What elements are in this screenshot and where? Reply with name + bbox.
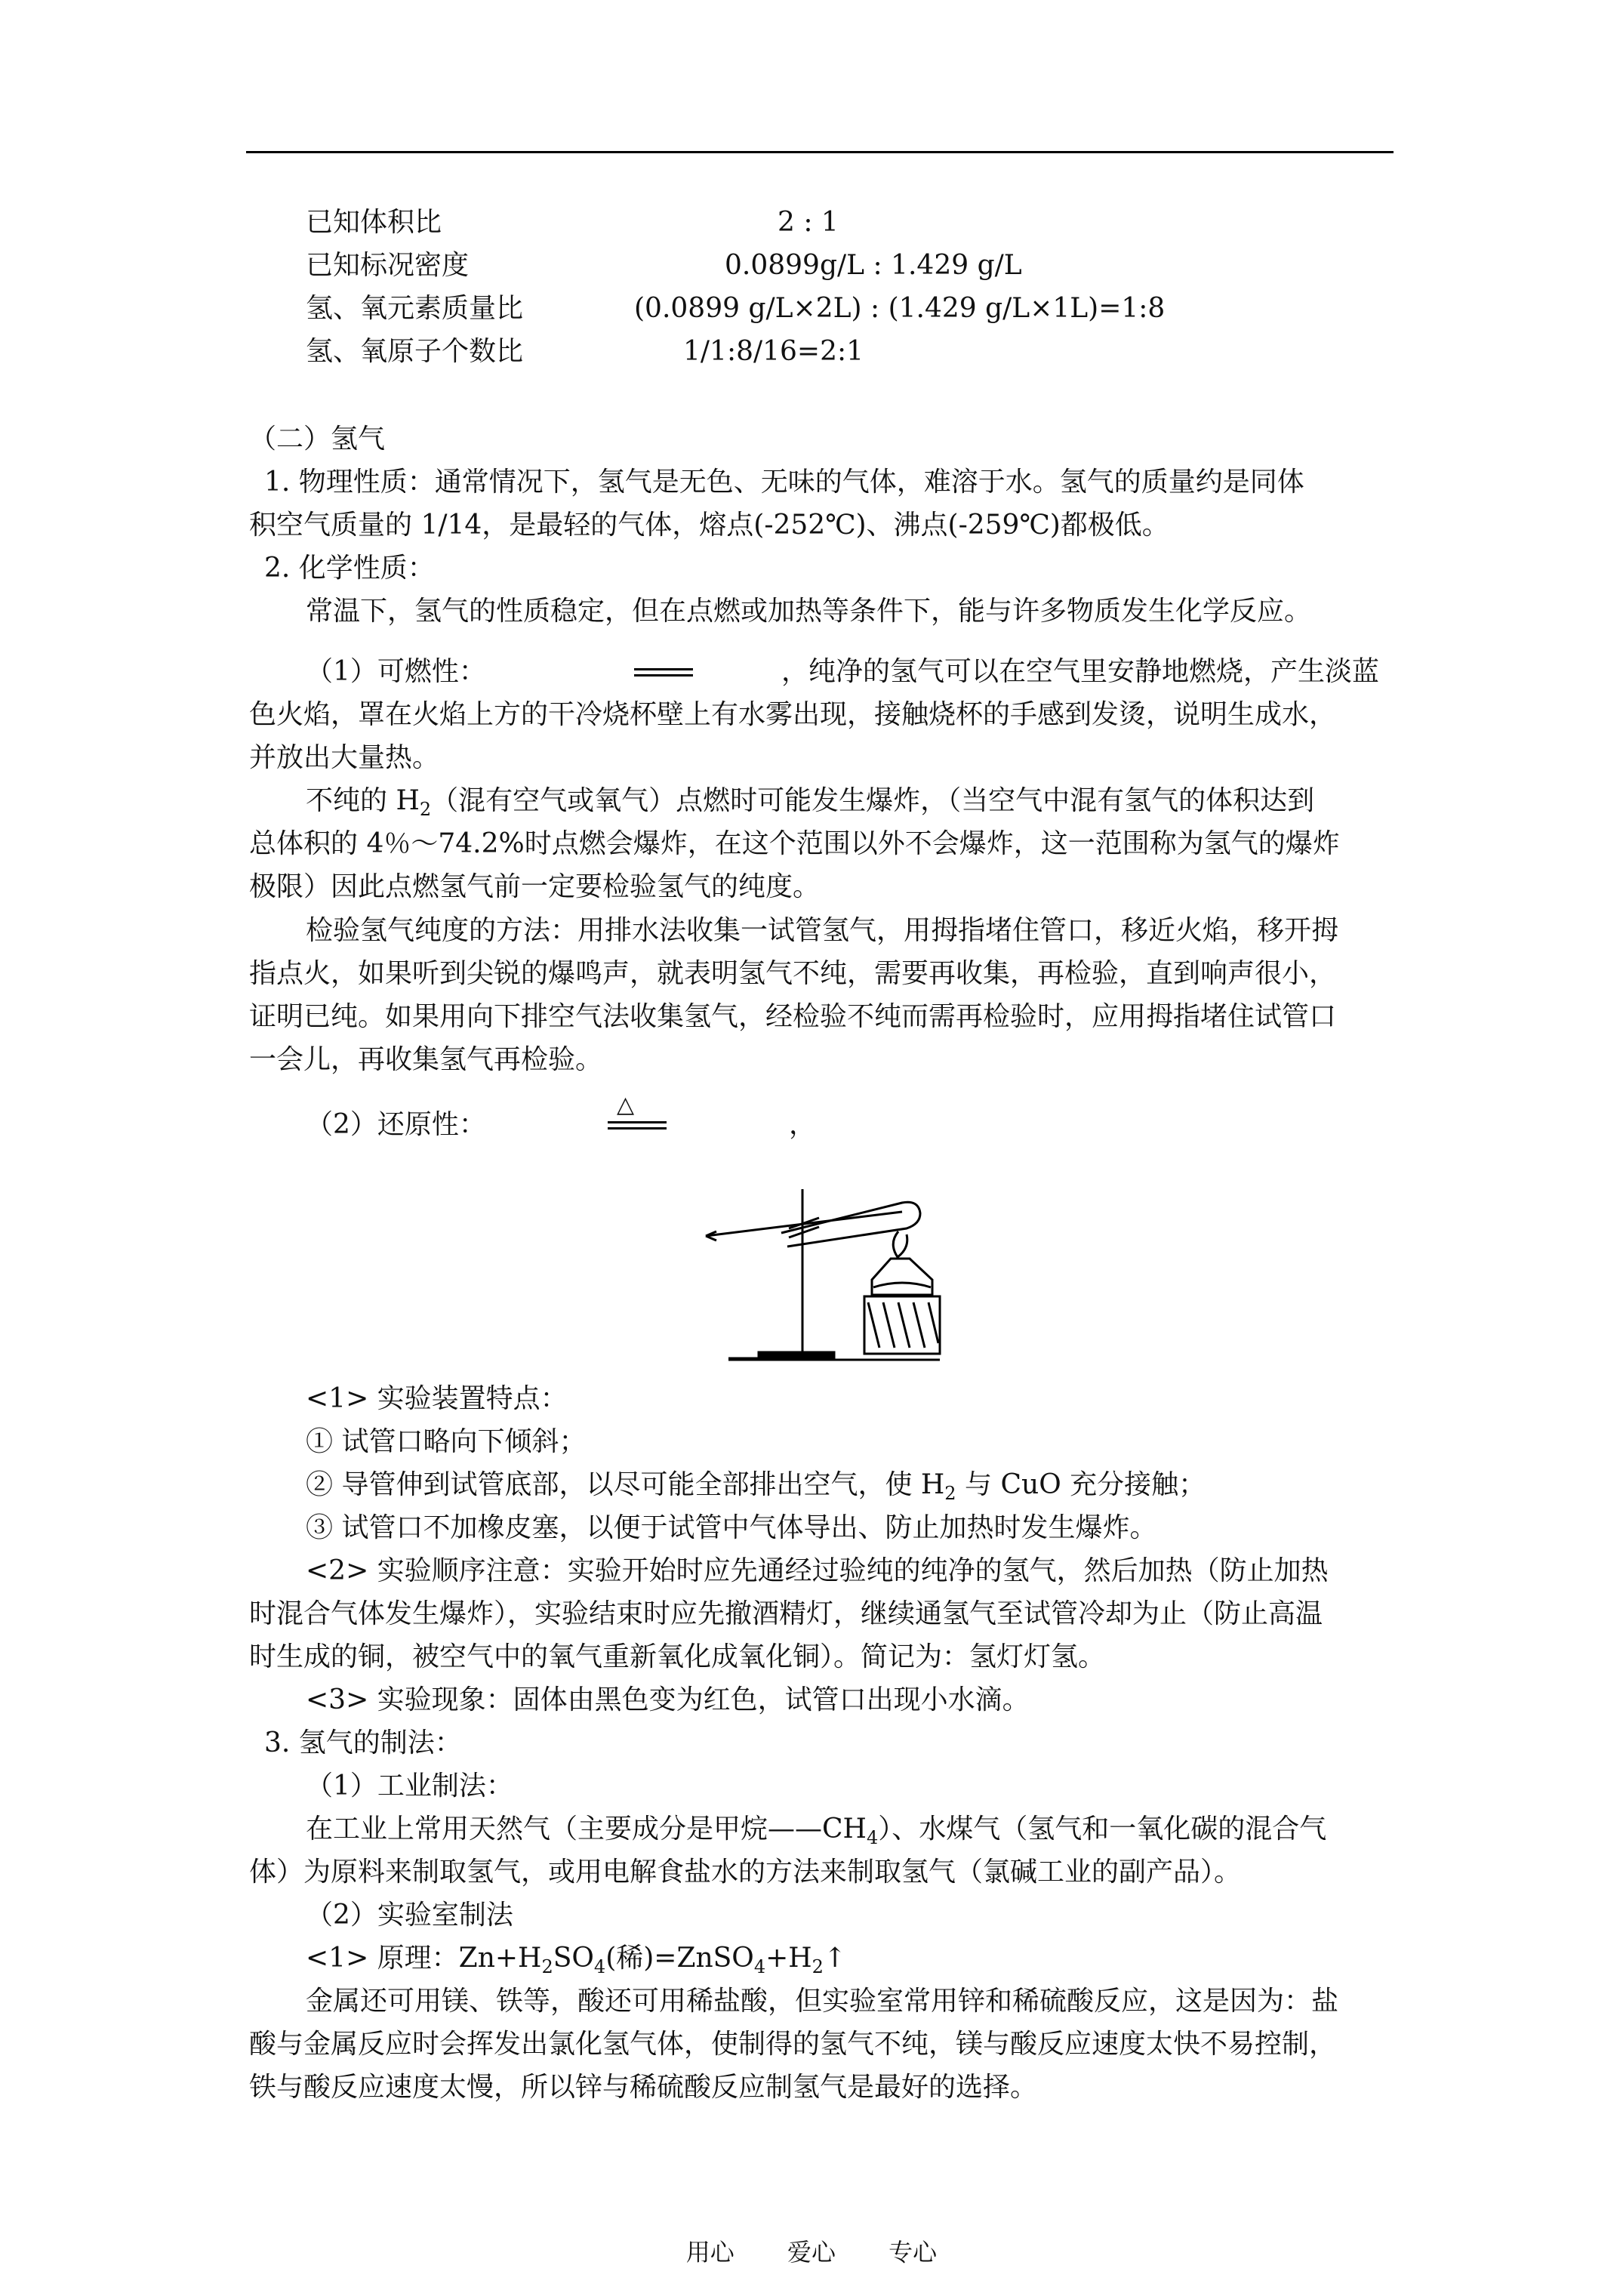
paragraph-line bbox=[306, 1811, 1453, 1848]
combustion-text: ，纯净的氢气可以在空气里安静地燃烧，产生淡蓝 bbox=[781, 656, 1380, 687]
paragraph-line: 常温下，氢气的性质稳定，但在点燃或加热等条件下，能与许多物质发生化学反应。 bbox=[306, 596, 1312, 627]
paragraph-line: 检验氢气纯度的方法：用排水法收集一试管氢气，用拇指堵住管口，移近火焰，移开拇 bbox=[306, 915, 1339, 946]
text-run: <1> 原理：Zn+H bbox=[306, 1943, 542, 1974]
paragraph-line: 指点火，如果听到尖锐的爆鸣声，就表明氢气不纯，需要再收集，再检验，直到响声很小， bbox=[249, 958, 1337, 989]
paragraph-line: 总体积的 4％～74.2%时点燃会爆炸，在这个范围以外不会爆炸，这一范围称为氢气的爆炸 bbox=[249, 828, 1340, 859]
paragraph-line: 时混合气体发生爆炸），实验结束时应先撤酒精灯，继续通氢气至试管冷却为止（防止高温 bbox=[249, 1598, 1323, 1629]
alcohol-lamp bbox=[872, 1259, 932, 1295]
reduction-line bbox=[306, 1092, 1453, 1144]
paragraph-line: 铁与酸反应速度太慢，所以锌与稀硫酸反应制氢气是最好的选择。 bbox=[249, 2072, 1038, 2103]
footer-item: 专心 bbox=[888, 2238, 938, 2267]
subscript: 4 bbox=[753, 1956, 766, 1977]
list-item bbox=[306, 1466, 1453, 1504]
table-row bbox=[306, 204, 1453, 242]
subscript: 2 bbox=[541, 1956, 553, 1977]
paragraph-line: 2. 化学性质： bbox=[264, 553, 435, 584]
text-run: +H bbox=[765, 1943, 812, 1974]
paragraph-line: 极限）因此点燃氢气前一定要检验氢气的纯度。 bbox=[249, 871, 821, 902]
subscript: 2 bbox=[812, 1956, 824, 1977]
flame bbox=[893, 1231, 907, 1257]
paragraph-line: 积空气质量的 1/14，是最轻的气体，熔点(-252℃)、沸点(-259℃)都极低。 bbox=[249, 510, 1169, 541]
heat-symbol: △ bbox=[617, 1092, 635, 1118]
text-run: ↑ bbox=[823, 1943, 847, 1974]
footer-item: 爱心 bbox=[787, 2238, 836, 2267]
subscript: 4 bbox=[866, 1827, 879, 1848]
paragraph-line: 证明已纯。如果用向下排空气法收集氢气，经检验不纯而需再检验时，应用拇指堵住试管口 bbox=[249, 1001, 1337, 1032]
table-row bbox=[306, 290, 1453, 328]
paragraph-line: <3> 实验现象：固体由黑色变为红色，试管口出现小水滴。 bbox=[306, 1684, 1030, 1715]
paragraph-line: 一会儿，再收集氢气再检验。 bbox=[249, 1044, 603, 1075]
text-run: SO bbox=[553, 1943, 594, 1974]
apparatus-diagram bbox=[683, 1174, 955, 1370]
row-value: 1/1:8/16=2:1 bbox=[683, 336, 864, 367]
list-item: ① 试管口略向下倾斜； bbox=[306, 1426, 587, 1457]
table-row bbox=[306, 333, 1453, 371]
subscript: 2 bbox=[944, 1483, 956, 1504]
paragraph-line: 并放出大量热。 bbox=[249, 742, 440, 773]
row-label: 氢、氧原子个数比 bbox=[306, 336, 524, 367]
combustion-label: （1）可燃性： bbox=[306, 656, 486, 687]
row-value: 2 : 1 bbox=[778, 207, 839, 238]
reduction-label: （2）还原性： bbox=[306, 1109, 486, 1140]
page-footer bbox=[0, 2233, 1623, 2268]
row-value: (0.0899 g/L×2L) : (1.429 g/L×1L)=1:8 bbox=[634, 293, 1166, 324]
equation-bar-bottom bbox=[634, 674, 693, 676]
paragraph-line: 金属还可用镁、铁等，酸还可用稀盐酸，但实验室常用锌和稀硫酸反应，这是因为：盐 bbox=[306, 1986, 1339, 2017]
text-run: 不纯的 H bbox=[306, 785, 420, 816]
text-run: 在工业上常用天然气（主要成分是甲烷——CH bbox=[306, 1814, 867, 1845]
row-value: 0.0899g/L : 1.429 g/L bbox=[725, 250, 1022, 281]
list-item: ③ 试管口不加橡皮塞，以便于试管中气体导出、防止加热时发生爆炸。 bbox=[306, 1512, 1157, 1543]
equation-line bbox=[306, 1940, 1453, 1977]
header-rule bbox=[246, 151, 1394, 153]
paragraph-line: 体）为原料来制取氢气，或用电解食盐水的方法来制取氢气（氯碱工业的副产品）。 bbox=[249, 1857, 1242, 1888]
equation-bar-top bbox=[608, 1121, 667, 1123]
paragraph-line: （2）实验室制法 bbox=[306, 1900, 513, 1931]
paragraph-line: 酸与金属反应时会挥发出氯化氢气体，使制得的氢气不纯，镁与酸反应速度太快不易控制， bbox=[249, 2029, 1337, 2060]
equation-bar-bottom bbox=[608, 1127, 667, 1130]
lamp-liquid bbox=[873, 1283, 931, 1287]
equation-bar-top bbox=[634, 668, 693, 670]
text-run: (稀)=ZnSO bbox=[605, 1943, 754, 1974]
text-run: （混有空气或氧气）点燃时可能发生爆炸，（当空气中混有氢气的体积达到 bbox=[431, 785, 1315, 816]
text-run: ）、水煤气（氢气和一氧化碳的混合气 bbox=[878, 1814, 1327, 1845]
subscript: 4 bbox=[593, 1956, 606, 1977]
text-run: 与 CuO 充分接触； bbox=[956, 1469, 1206, 1500]
table-row bbox=[306, 247, 1453, 285]
paragraph-line: 色火焰，罩在火焰上方的干冷烧杯壁上有水雾出现，接触烧杯的手感到发烫，说明生成水， bbox=[249, 699, 1337, 730]
paragraph-line: （1）工业制法： bbox=[306, 1771, 513, 1801]
text-run: ② 导管伸到试管底部，以尽可能全部排出空气，使 H bbox=[306, 1469, 945, 1500]
paragraph-line: 1. 物理性质：通常情况下，氢气是无色、无味的气体，难溶于水。氢气的质量约是同体 bbox=[264, 467, 1304, 498]
section-title: （二）氢气 bbox=[249, 424, 386, 455]
stand-base bbox=[759, 1352, 834, 1358]
footer-item: 用心 bbox=[685, 2238, 735, 2267]
paragraph-line: 时生成的铜，被空气中的氧气重新氧化成氧化铜）。简记为：氢灯灯氢。 bbox=[249, 1641, 1106, 1672]
paragraph-line: <2> 实验顺序注意：实验开始时应先通经过验纯的纯净的氢气，然后加热（防止加热 bbox=[306, 1555, 1329, 1586]
paragraph-line: 3. 氢气的制法： bbox=[264, 1727, 462, 1758]
subscript: 2 bbox=[419, 799, 432, 820]
combustion-line bbox=[306, 653, 1453, 691]
paragraph-line: <1> 实验装置特点： bbox=[306, 1383, 568, 1414]
comma: ， bbox=[789, 1109, 817, 1140]
row-label: 氢、氧元素质量比 bbox=[306, 293, 524, 324]
paragraph-line bbox=[306, 782, 1453, 820]
row-label: 已知标况密度 bbox=[306, 250, 470, 281]
row-label: 已知体积比 bbox=[306, 207, 442, 238]
